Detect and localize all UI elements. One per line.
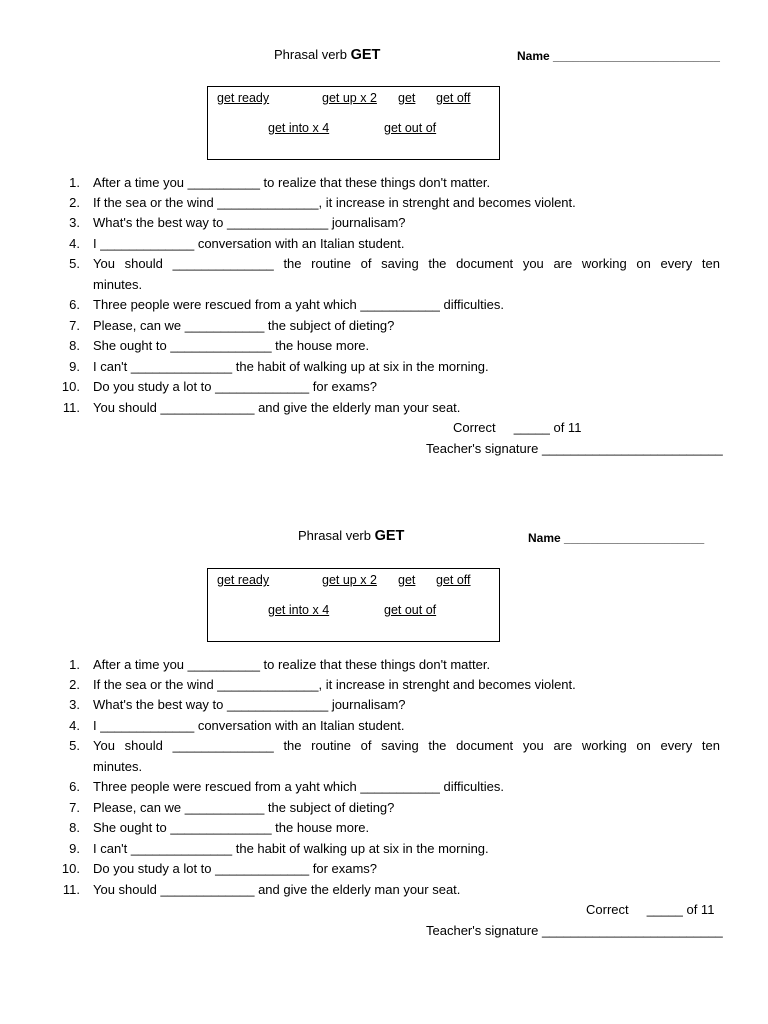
word-option: get into x 4 (268, 121, 330, 135)
title-prefix: Phrasal verb (298, 528, 375, 543)
question-number: 6. (69, 297, 80, 312)
correct-label: Correct (586, 902, 629, 917)
question-number: 9. (69, 359, 80, 374)
question-number: 3. (69, 697, 80, 712)
question-text: You should _____________ and give the elderly man your seat. (93, 400, 461, 415)
worksheet-title (274, 47, 380, 63)
question-text: You should ______________ the routine of saving the document you are working on every ten (93, 738, 720, 753)
question-number: 6. (69, 779, 80, 794)
word-option: get (398, 573, 416, 587)
question-number: 4. (69, 718, 80, 733)
question-text: Please, can we ___________ the subject of dieting? (93, 318, 395, 333)
name-field (528, 531, 704, 545)
signature-line (426, 923, 723, 938)
word-option: get out of (384, 121, 437, 135)
word-option: get off (436, 573, 471, 587)
word-option: get out of (384, 603, 437, 617)
question-text: Three people were rescued from a yaht which ___________ difficulties. (93, 297, 504, 312)
word-option: get ready (217, 91, 270, 105)
worksheet-title (298, 528, 404, 544)
question-text: She ought to ______________ the house more. (93, 338, 370, 353)
question-number: 7. (69, 318, 80, 333)
question-number: 11. (62, 400, 80, 415)
correct-total: of 11 (553, 420, 582, 435)
question-text: Three people were rescued from a yaht which ___________ difficulties. (93, 779, 504, 794)
question-number: 8. (69, 338, 80, 353)
question-text: Please, can we ___________ the subject of dieting? (93, 800, 395, 815)
name-field (517, 49, 720, 63)
question-text: You should ______________ the routine of saving the document you are working on every ten (93, 256, 720, 271)
question-number: 5. (69, 256, 80, 271)
question-text: After a time you __________ to realize that these things don't matter. (93, 657, 491, 672)
word-box (207, 86, 500, 160)
correct-blank: _____ (513, 420, 550, 435)
correct-label: Correct (453, 420, 496, 435)
question-text: Do you study a lot to _____________ for exams? (93, 379, 378, 394)
word-option: get (398, 91, 416, 105)
question-text: If the sea or the wind ______________, it increase in strenght and becomes violent. (93, 677, 576, 692)
question-number: 10. (61, 379, 80, 394)
question-number: 7. (69, 800, 80, 815)
name-label: Name (528, 531, 561, 545)
signature-blank: _________________________ (541, 441, 723, 456)
question-text: What's the best way to ______________ journalisam? (93, 697, 406, 712)
signature-line (426, 441, 723, 456)
title-main: GET (350, 47, 381, 63)
score-line (586, 902, 714, 917)
question-text: She ought to ______________ the house more. (93, 820, 370, 835)
question-number: 1. (69, 175, 80, 190)
question-text: I _____________ conversation with an Italian student. (93, 718, 405, 733)
word-option: get off (436, 91, 471, 105)
word-option: get up x 2 (322, 91, 377, 105)
word-option: get ready (217, 573, 270, 587)
question-number: 11. (62, 882, 80, 897)
question-number: 3. (69, 215, 80, 230)
question-number: 10. (61, 861, 80, 876)
question-number: 1. (69, 657, 80, 672)
word-option: get up x 2 (322, 573, 377, 587)
question-number: 9. (69, 841, 80, 856)
worksheet-1 (0, 0, 768, 480)
question-text: Do you study a lot to _____________ for exams? (93, 861, 378, 876)
question-text: You should _____________ and give the elderly man your seat. (93, 882, 461, 897)
question-text: I _____________ conversation with an Italian student. (93, 236, 405, 251)
question-number: 8. (69, 820, 80, 835)
question-continuation: minutes. (93, 277, 143, 292)
correct-total: of 11 (686, 902, 715, 917)
name-label: Name (517, 49, 550, 63)
signature-label: Teacher's signature (426, 923, 539, 938)
word-option: get into x 4 (268, 603, 330, 617)
question-text: I can't ______________ the habit of walking up at six in the morning. (93, 841, 489, 856)
word-box (207, 568, 500, 642)
question-text: After a time you __________ to realize that these things don't matter. (93, 175, 491, 190)
name-blank: _________________________ (553, 49, 720, 63)
question-text: I can't ______________ the habit of walking up at six in the morning. (93, 359, 489, 374)
question-number: 5. (69, 738, 80, 753)
question-text: What's the best way to ______________ journalisam? (93, 215, 406, 230)
question-text: If the sea or the wind ______________, it increase in strenght and becomes violent. (93, 195, 576, 210)
question-continuation: minutes. (93, 759, 143, 774)
score-line (453, 420, 581, 435)
correct-blank: _____ (646, 902, 683, 917)
title-prefix: Phrasal verb (274, 47, 351, 62)
worksheet-2 (0, 482, 768, 962)
title-main: GET (374, 528, 405, 544)
signature-label: Teacher's signature (426, 441, 539, 456)
question-number: 2. (69, 195, 80, 210)
question-number: 4. (69, 236, 80, 251)
question-number: 2. (69, 677, 80, 692)
name-blank: _____________________ (564, 531, 705, 545)
signature-blank: _________________________ (541, 923, 723, 938)
